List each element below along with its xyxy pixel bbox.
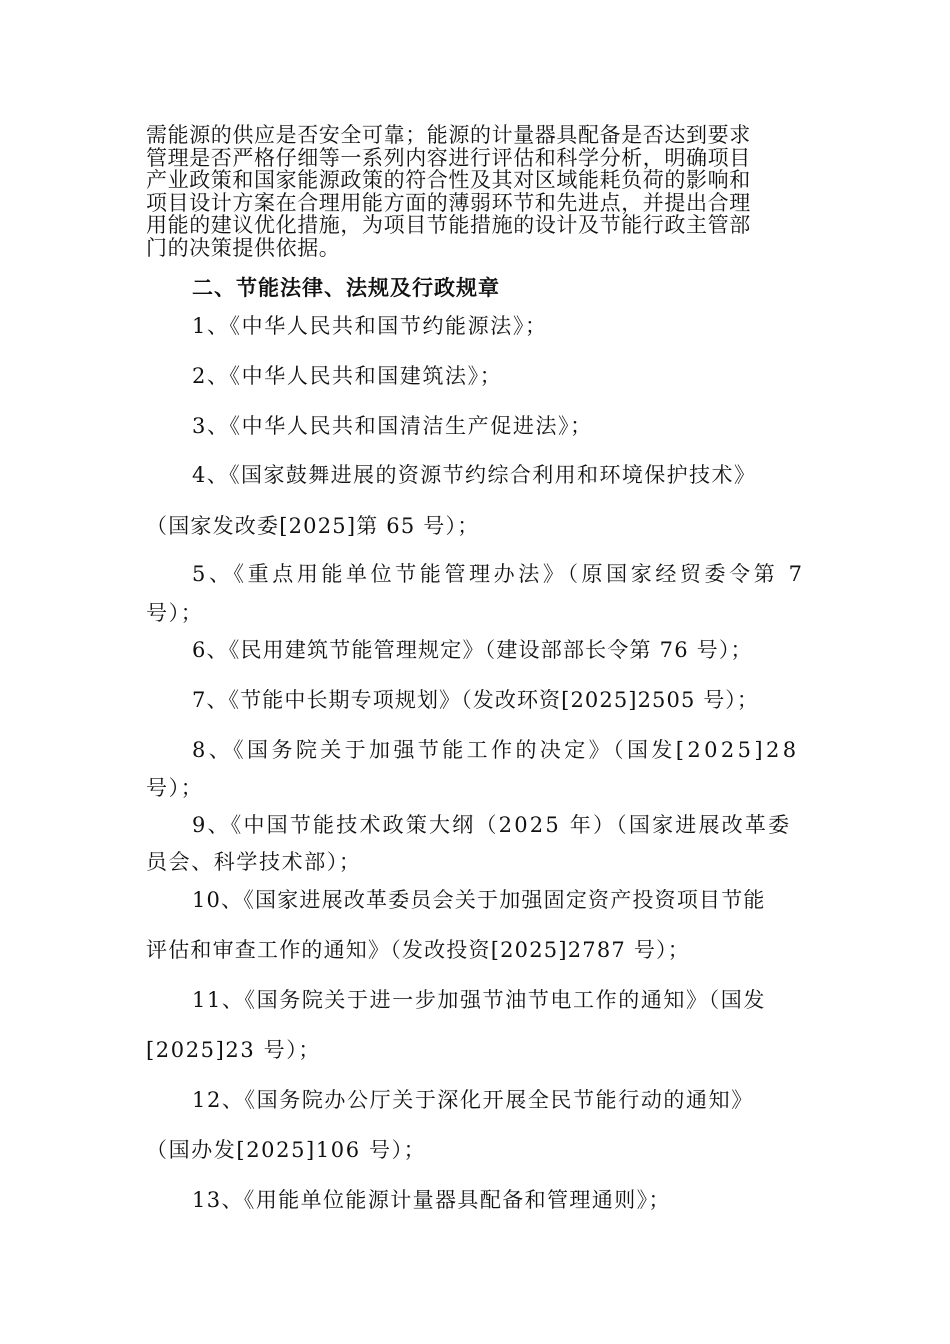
list-item-4-continued: （国家发改委[2025]第 65 号）；: [146, 514, 480, 538]
list-item-9: 9、《中国节能技术政策大纲（2025 年）（国家进展改革委: [192, 813, 792, 837]
intro-line: 用能的建议优化措施，为项目节能措施的设计及节能行政主管部: [146, 213, 751, 238]
list-item-2: 2、《中华人民共和国建筑法》；: [192, 364, 503, 388]
list-item-5-continued: 号）；: [146, 601, 204, 625]
intro-line: 产业政策和国家能源政策的符合性及其对区域能耗负荷的影响和: [146, 168, 751, 193]
list-item-3: 3、《中华人民共和国清洁生产促进法》；: [192, 414, 593, 438]
list-item-1: 1、《中华人民共和国节约能源法》；: [192, 314, 548, 338]
intro-line: 门的决策提供依据。: [146, 235, 341, 260]
intro-paragraph: [146, 124, 826, 260]
list-item-4: 4、《国家鼓舞进展的资源节约综合利用和环境保护技术》: [192, 463, 757, 487]
intro-line: 需能源的供应是否安全可靠；能源的计量器具配备是否达到要求: [146, 123, 751, 147]
list-item-7: 7、《节能中长期专项规划》（发改环资[2025]2505 号）；: [192, 688, 760, 712]
list-item-9-continued: 员会、科学技术部）；: [146, 850, 362, 874]
list-item-5: 5、《重点用能单位节能管理办法》（原国家经贸委令第 7: [192, 562, 806, 586]
list-item-12-continued: （国办发[2025]106 号）；: [146, 1138, 427, 1162]
intro-line: 项目设计方案在合理用能方面的薄弱环节和先进点，并提出合理: [146, 190, 751, 215]
list-item-10-continued: 评估和审查工作的通知》（发改投资[2025]2787 号）；: [146, 938, 690, 962]
list-item-8-continued: 号）；: [146, 776, 204, 800]
list-item-11-continued: [2025]23 号）；: [146, 1038, 321, 1062]
list-item-12: 12、《国务院办公厅关于深化开展全民节能行动的通知》: [192, 1088, 754, 1112]
list-item-10: 10、《国家进展改革委员会关于加强固定资产投资项目节能: [192, 888, 766, 912]
list-item-11: 11、《国务院关于进一步加强节油节电工作的通知》（国发: [192, 988, 766, 1012]
list-item-6: 6、《民用建筑节能管理规定》（建设部部长令第 76 号）；: [192, 638, 753, 662]
list-item-8: 8、《国务院关于加强节能工作的决定》（国发[2025]28: [192, 738, 800, 762]
section-heading: 二、节能法律、法规及行政规章: [192, 276, 500, 300]
intro-line: 管理是否严格仔细等一系列内容进行评估和科学分析，明确项目: [146, 145, 751, 170]
list-item-13: 13、《用能单位能源计量器具配备和管理通则》；: [192, 1188, 671, 1212]
